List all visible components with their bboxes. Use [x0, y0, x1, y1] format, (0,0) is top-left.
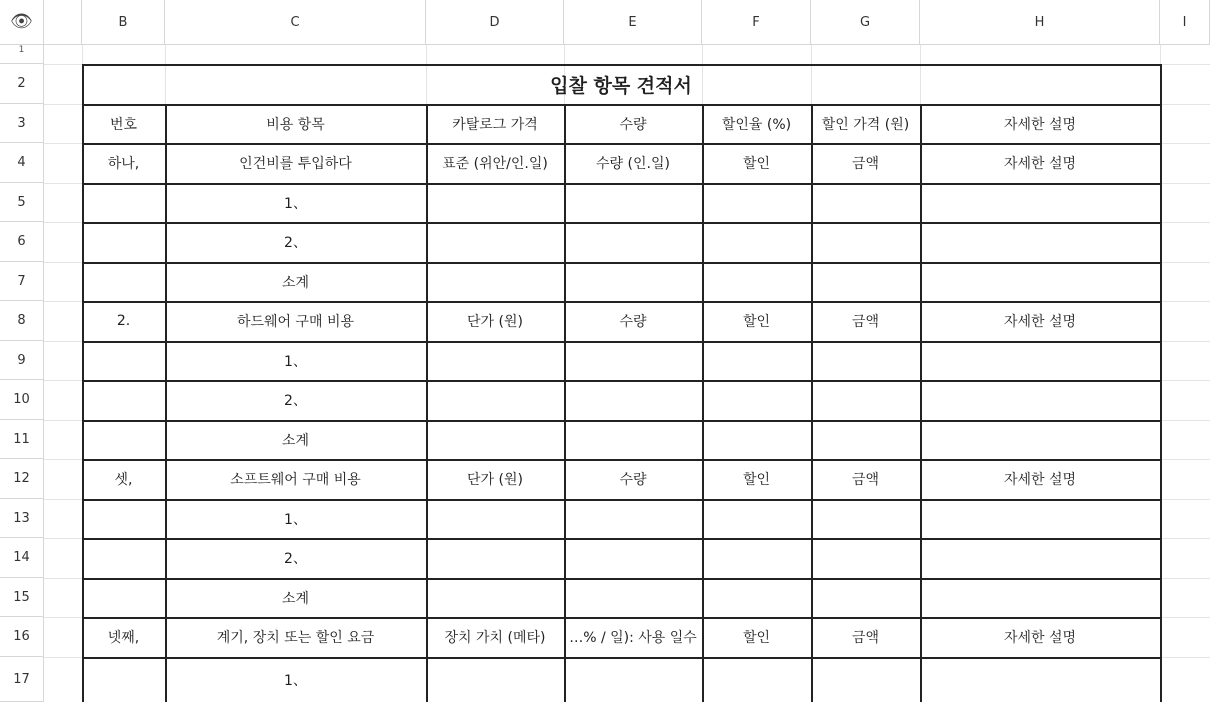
- table-cell[interactable]: [426, 578, 564, 617]
- table-cell[interactable]: [82, 262, 165, 301]
- column-header-h[interactable]: H: [920, 0, 1160, 45]
- table-cell[interactable]: 1、: [284, 672, 307, 689]
- table-cell[interactable]: 단가 (원): [467, 472, 523, 488]
- table-cell[interactable]: [426, 262, 564, 301]
- column-header-b[interactable]: B: [82, 0, 165, 45]
- row-header-5[interactable]: 5: [0, 183, 44, 222]
- table-cell[interactable]: [920, 380, 1160, 420]
- table-cell[interactable]: 인건비를 투입하다: [239, 156, 352, 172]
- table-cell[interactable]: [564, 578, 702, 617]
- table-cell[interactable]: 할인: [742, 630, 771, 646]
- table-cell[interactable]: [920, 222, 1160, 262]
- table-cell[interactable]: [426, 183, 564, 222]
- table-cell[interactable]: 자세한 설명: [1003, 472, 1077, 488]
- table-cell[interactable]: 금액: [851, 156, 880, 172]
- table-cell[interactable]: 2、: [284, 393, 307, 409]
- table-cell[interactable]: [564, 538, 702, 578]
- table-cell[interactable]: [82, 538, 165, 578]
- table-cell[interactable]: [702, 420, 811, 459]
- table-header-cell[interactable]: 수량: [619, 116, 647, 133]
- table-cell[interactable]: [702, 657, 811, 702]
- table-cell[interactable]: [564, 420, 702, 459]
- table-cell[interactable]: 할인: [742, 156, 771, 172]
- table-cell[interactable]: [811, 578, 920, 617]
- table-cell[interactable]: 할인: [742, 472, 771, 488]
- table-cell[interactable]: [82, 183, 165, 222]
- table-cell[interactable]: 자세한 설명: [1003, 314, 1077, 330]
- table-cell[interactable]: 단가 (원): [467, 314, 523, 330]
- table-cell[interactable]: 계기, 장치 또는 할인 요금: [216, 630, 375, 646]
- table-cell[interactable]: 자세한 설명: [1003, 156, 1077, 172]
- table-cell[interactable]: 금액: [851, 314, 880, 330]
- table-cell[interactable]: 2.: [116, 313, 131, 329]
- table-cell[interactable]: [920, 262, 1160, 301]
- table-cell[interactable]: [426, 420, 564, 459]
- table-cell[interactable]: [920, 578, 1160, 617]
- table-cell[interactable]: [426, 380, 564, 420]
- table-cell[interactable]: [920, 183, 1160, 222]
- row-header-6[interactable]: 6: [0, 222, 44, 262]
- table-cell[interactable]: [564, 183, 702, 222]
- table-cell[interactable]: [426, 499, 564, 538]
- table-cell[interactable]: [920, 420, 1160, 459]
- table-cell[interactable]: [564, 222, 702, 262]
- table-cell[interactable]: 1、: [284, 353, 307, 370]
- table-cell[interactable]: 수량: [619, 472, 647, 488]
- table-cell[interactable]: 장치 가치 (메타): [444, 630, 546, 646]
- row-header-10[interactable]: 10: [0, 380, 44, 420]
- row-header-15[interactable]: 15: [0, 578, 44, 617]
- row-header-17[interactable]: 17: [0, 657, 44, 702]
- row-header-2[interactable]: 2: [0, 64, 44, 104]
- table-cell[interactable]: [811, 380, 920, 420]
- column-header-c[interactable]: C: [165, 0, 426, 45]
- table-header-cell[interactable]: 할인 가격 (원): [821, 116, 910, 133]
- table-cell[interactable]: 수량 (인.일): [596, 156, 670, 172]
- table-cell[interactable]: [702, 341, 811, 380]
- table-cell[interactable]: [82, 499, 165, 538]
- table-cell[interactable]: 1、: [284, 195, 307, 212]
- table-cell[interactable]: [82, 657, 165, 702]
- row-header-12[interactable]: 12: [0, 459, 44, 499]
- table-cell[interactable]: [702, 499, 811, 538]
- row-header-13[interactable]: 13: [0, 499, 44, 538]
- table-cell[interactable]: 할인: [742, 314, 771, 330]
- column-header-g[interactable]: G: [811, 0, 920, 45]
- table-cell[interactable]: 소계: [281, 590, 310, 607]
- table-cell[interactable]: [811, 341, 920, 380]
- table-cell[interactable]: [811, 657, 920, 702]
- row-header-11[interactable]: 11: [0, 420, 44, 459]
- row-number: 1: [18, 45, 25, 55]
- table-cell[interactable]: [811, 183, 920, 222]
- table-header-cell[interactable]: 카탈로그 가격: [452, 116, 538, 133]
- table-cell[interactable]: [702, 578, 811, 617]
- row-header-3[interactable]: 3: [0, 104, 44, 143]
- sheet-title[interactable]: 입찰 항목 견적서: [550, 74, 692, 97]
- column-header-d[interactable]: D: [426, 0, 564, 45]
- table-cell[interactable]: [702, 538, 811, 578]
- table-cell[interactable]: [564, 380, 702, 420]
- column-header-f[interactable]: F: [702, 0, 811, 45]
- table-cell[interactable]: [920, 538, 1160, 578]
- table-cell[interactable]: [564, 499, 702, 538]
- table-cell[interactable]: [920, 499, 1160, 538]
- table-cell[interactable]: 2、: [284, 235, 307, 251]
- table-cell[interactable]: [811, 499, 920, 538]
- table-cell[interactable]: 넷째,: [107, 630, 140, 646]
- table-header-cell[interactable]: 비용 항목: [266, 116, 325, 133]
- table-header-cell[interactable]: 번호: [109, 116, 138, 133]
- table-cell[interactable]: [811, 420, 920, 459]
- table-cell[interactable]: [82, 341, 165, 380]
- table-cell[interactable]: 2、: [284, 551, 307, 567]
- table-border-vertical: [1160, 64, 1162, 702]
- row-header-16[interactable]: 16: [0, 617, 44, 657]
- table-cell[interactable]: [811, 222, 920, 262]
- table-cell[interactable]: [426, 222, 564, 262]
- table-cell[interactable]: [82, 420, 165, 459]
- table-cell[interactable]: [702, 262, 811, 301]
- table-cell[interactable]: 금액: [851, 630, 880, 646]
- table-cell[interactable]: [920, 657, 1160, 702]
- table-cell[interactable]: [426, 657, 564, 702]
- table-cell[interactable]: [811, 538, 920, 578]
- table-cell[interactable]: [82, 578, 165, 617]
- table-header-cell[interactable]: 자세한 설명: [1003, 116, 1077, 133]
- table-cell[interactable]: [702, 380, 811, 420]
- row-header-14[interactable]: 14: [0, 538, 44, 578]
- row-header-1[interactable]: [0, 45, 44, 64]
- table-cell[interactable]: [426, 538, 564, 578]
- table-cell[interactable]: 하드웨어 구매 비용: [236, 314, 355, 330]
- table-cell[interactable]: 표준 (위안/인.일): [442, 156, 548, 172]
- table-cell[interactable]: 자세한 설명: [1003, 630, 1077, 646]
- column-header-a[interactable]: [44, 0, 82, 45]
- select-all-corner[interactable]: [0, 0, 44, 45]
- table-cell[interactable]: [426, 341, 564, 380]
- eye-icon[interactable]: 👁: [10, 11, 33, 32]
- table-cell[interactable]: [564, 341, 702, 380]
- row-header-9[interactable]: 9: [0, 341, 44, 380]
- table-cell[interactable]: 1、: [284, 511, 307, 528]
- table-cell[interactable]: [564, 657, 702, 702]
- table-cell[interactable]: 소계: [281, 432, 310, 449]
- table-cell[interactable]: [920, 341, 1160, 380]
- table-cell[interactable]: [702, 222, 811, 262]
- table-cell[interactable]: [702, 183, 811, 222]
- table-cell[interactable]: [811, 262, 920, 301]
- row-header-8[interactable]: 8: [0, 301, 44, 341]
- table-cell[interactable]: 수량: [619, 314, 647, 330]
- column-header-e[interactable]: E: [564, 0, 702, 45]
- table-cell[interactable]: [564, 262, 702, 301]
- table-cell[interactable]: …% / 일): 사용 일수: [569, 630, 697, 646]
- table-cell[interactable]: 셋,: [114, 472, 133, 488]
- table-cell[interactable]: 하나,: [107, 156, 140, 172]
- row-header-7[interactable]: 7: [0, 262, 44, 301]
- table-cell[interactable]: 금액: [851, 472, 880, 488]
- column-header-i[interactable]: I: [1160, 0, 1210, 45]
- table-cell[interactable]: [82, 222, 165, 262]
- table-cell[interactable]: [82, 380, 165, 420]
- row-header-4[interactable]: 4: [0, 143, 44, 183]
- table-header-cell[interactable]: 할인율 (%): [721, 116, 792, 133]
- table-cell[interactable]: 소프트웨어 구매 비용: [230, 472, 361, 488]
- table-cell[interactable]: 소계: [281, 274, 310, 291]
